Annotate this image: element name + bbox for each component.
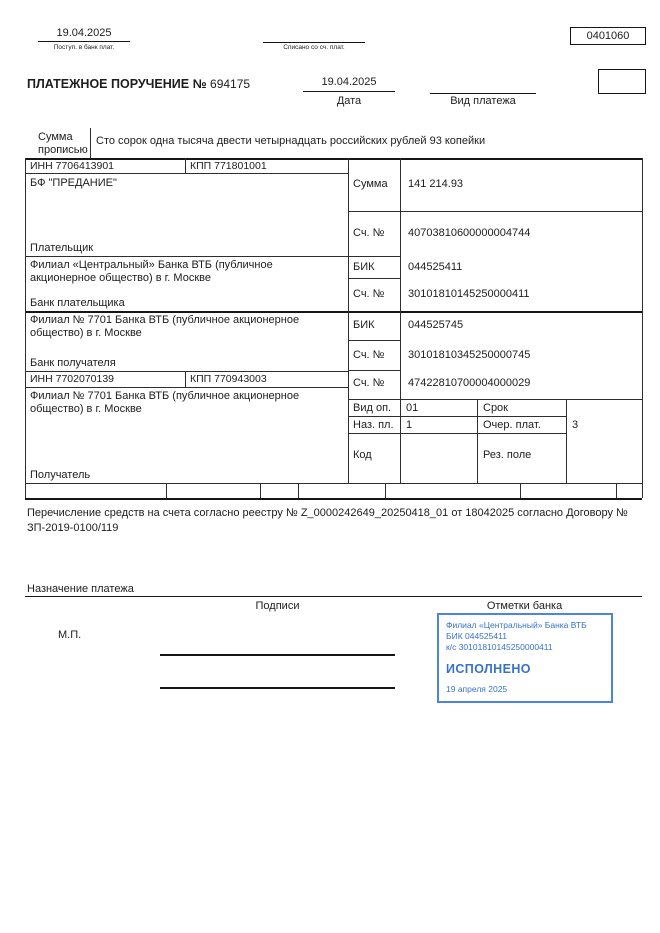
payer-name: БФ "ПРЕДАНИЕ"	[30, 177, 117, 189]
payment-type-line	[430, 76, 536, 94]
stamp-place-label: М.П.	[58, 629, 82, 641]
stamp-date: 19 апреля 2025	[446, 684, 508, 694]
op-type-value: 01	[406, 402, 419, 414]
payment-purpose-label: Назначение платежа	[27, 583, 134, 595]
line	[348, 433, 566, 434]
payer-account: 40703810600000004744	[408, 227, 531, 239]
document-title: ПЛАТЕЖНОЕ ПОРУЧЕНИЕ №	[27, 77, 207, 91]
divider	[616, 483, 617, 498]
payee-bank-account: 30101810345250000745	[408, 349, 531, 361]
amount-label: Сумма	[353, 178, 388, 190]
payee-bank-label: Банк получателя	[30, 357, 116, 369]
payee-account: 47422810700004000029	[408, 377, 531, 389]
divider	[260, 483, 261, 498]
stamp-corr-account: к/с 30101810145250000411	[446, 642, 553, 652]
payer-bank-bik: 044525411	[408, 261, 463, 273]
payee-bank-bik: 044525745	[408, 319, 464, 331]
divider	[166, 483, 167, 498]
divider	[520, 483, 521, 498]
date-label: Дата	[336, 95, 362, 107]
payee-label: Получатель	[30, 469, 91, 481]
debited-date-line	[263, 27, 365, 43]
payer-kpp: КПП 771801001	[190, 160, 267, 172]
purpose-code-label: Наз. пл.	[353, 419, 394, 431]
thick-line	[25, 498, 642, 500]
code-label: Код	[353, 449, 372, 461]
divider	[90, 128, 91, 158]
divider	[400, 158, 401, 483]
term-label: Срок	[483, 402, 508, 414]
stamp-bank-name: Филиал «Центральный» Банка ВТБ	[446, 620, 587, 630]
payer-bank-bik-label: БИК	[353, 261, 375, 273]
line	[348, 211, 642, 212]
divider	[185, 158, 186, 173]
received-in-bank-label: Поступ. в банк плат.	[53, 44, 115, 51]
divider	[348, 158, 349, 483]
payer-account-label: Сч. №	[353, 227, 385, 239]
line	[25, 173, 348, 174]
table-right-border	[642, 158, 643, 498]
payer-bank-account-label: Сч. №	[353, 288, 385, 300]
op-type-label: Вид оп.	[353, 402, 392, 414]
document-date: 19.04.2025	[303, 76, 395, 92]
stamp-bik: БИК 044525411	[446, 631, 507, 641]
bank-stamp	[437, 613, 613, 703]
thick-line	[25, 158, 642, 160]
bank-marks-label: Отметки банка	[486, 600, 563, 612]
payer-bank-label: Банк плательщика	[30, 297, 125, 309]
divider	[385, 483, 386, 498]
amount-in-words: Сто сорок одна тысяча двести четырнадцать российских рублей 93 копейки	[96, 135, 486, 147]
payer-bank-name: Филиал «Центральный» Банка ВТБ (публичное акционерное общество) в г. Москве	[30, 259, 273, 284]
reserve-field-label: Рез. поле	[483, 449, 532, 461]
payee-inn: ИНН 7702070139	[30, 373, 115, 385]
priority-value: 3	[572, 419, 579, 431]
purpose-code-value: 1	[406, 419, 413, 431]
status-field-box	[598, 69, 646, 94]
divider	[298, 483, 299, 498]
amount-value: 141 214.93	[408, 178, 464, 190]
signatures-label: Подписи	[255, 600, 300, 612]
payment-type-label: Вид платежа	[450, 95, 516, 107]
payment-purpose-text: Перечисление средств на счета согласно реестру № Z_0000242649_20250418_01 от 18042025 согласно Договору № ЗП-2019-0100/119	[27, 507, 628, 534]
table-left-border	[25, 158, 26, 498]
stamp-status: ИСПОЛНЕНО	[446, 662, 531, 676]
line	[25, 387, 348, 388]
payee-bank-bik-label: БИК	[353, 319, 375, 331]
line	[25, 483, 642, 484]
line	[25, 256, 400, 257]
divider	[566, 399, 567, 483]
line	[348, 278, 400, 279]
divider	[477, 399, 478, 483]
priority-label: Очер. плат.	[483, 419, 541, 431]
line	[25, 596, 642, 597]
payee-account-label: Сч. №	[353, 377, 385, 389]
line	[348, 416, 566, 417]
signature-line-2	[160, 687, 395, 689]
payer-bank-account: 30101810145250000411	[408, 288, 530, 300]
line	[348, 399, 642, 400]
thick-line	[25, 311, 642, 313]
signature-line-1	[160, 654, 395, 656]
form-code-okud: 0401060	[570, 27, 646, 45]
payer-label: Плательщик	[30, 242, 94, 254]
document-number: 694175	[210, 77, 251, 91]
payer-inn: ИНН 7706413901	[30, 160, 115, 172]
line	[25, 371, 348, 372]
divider	[185, 371, 186, 387]
line	[348, 340, 400, 341]
payee-name: Филиал № 7701 Банка ВТБ (публичное акционерное общество) в г. Москве	[30, 390, 300, 415]
payee-kpp: КПП 770943003	[190, 373, 267, 385]
payee-bank-name: Филиал № 7701 Банка ВТБ (публичное акционерное общество) в г. Москве	[30, 314, 300, 339]
payee-bank-account-label: Сч. №	[353, 349, 385, 361]
received-date: 19.04.2025	[38, 27, 130, 42]
line	[348, 370, 400, 371]
debited-from-account-label: Списано со сч. плат.	[283, 44, 345, 51]
amount-in-words-label: Сумма прописью	[38, 131, 88, 156]
